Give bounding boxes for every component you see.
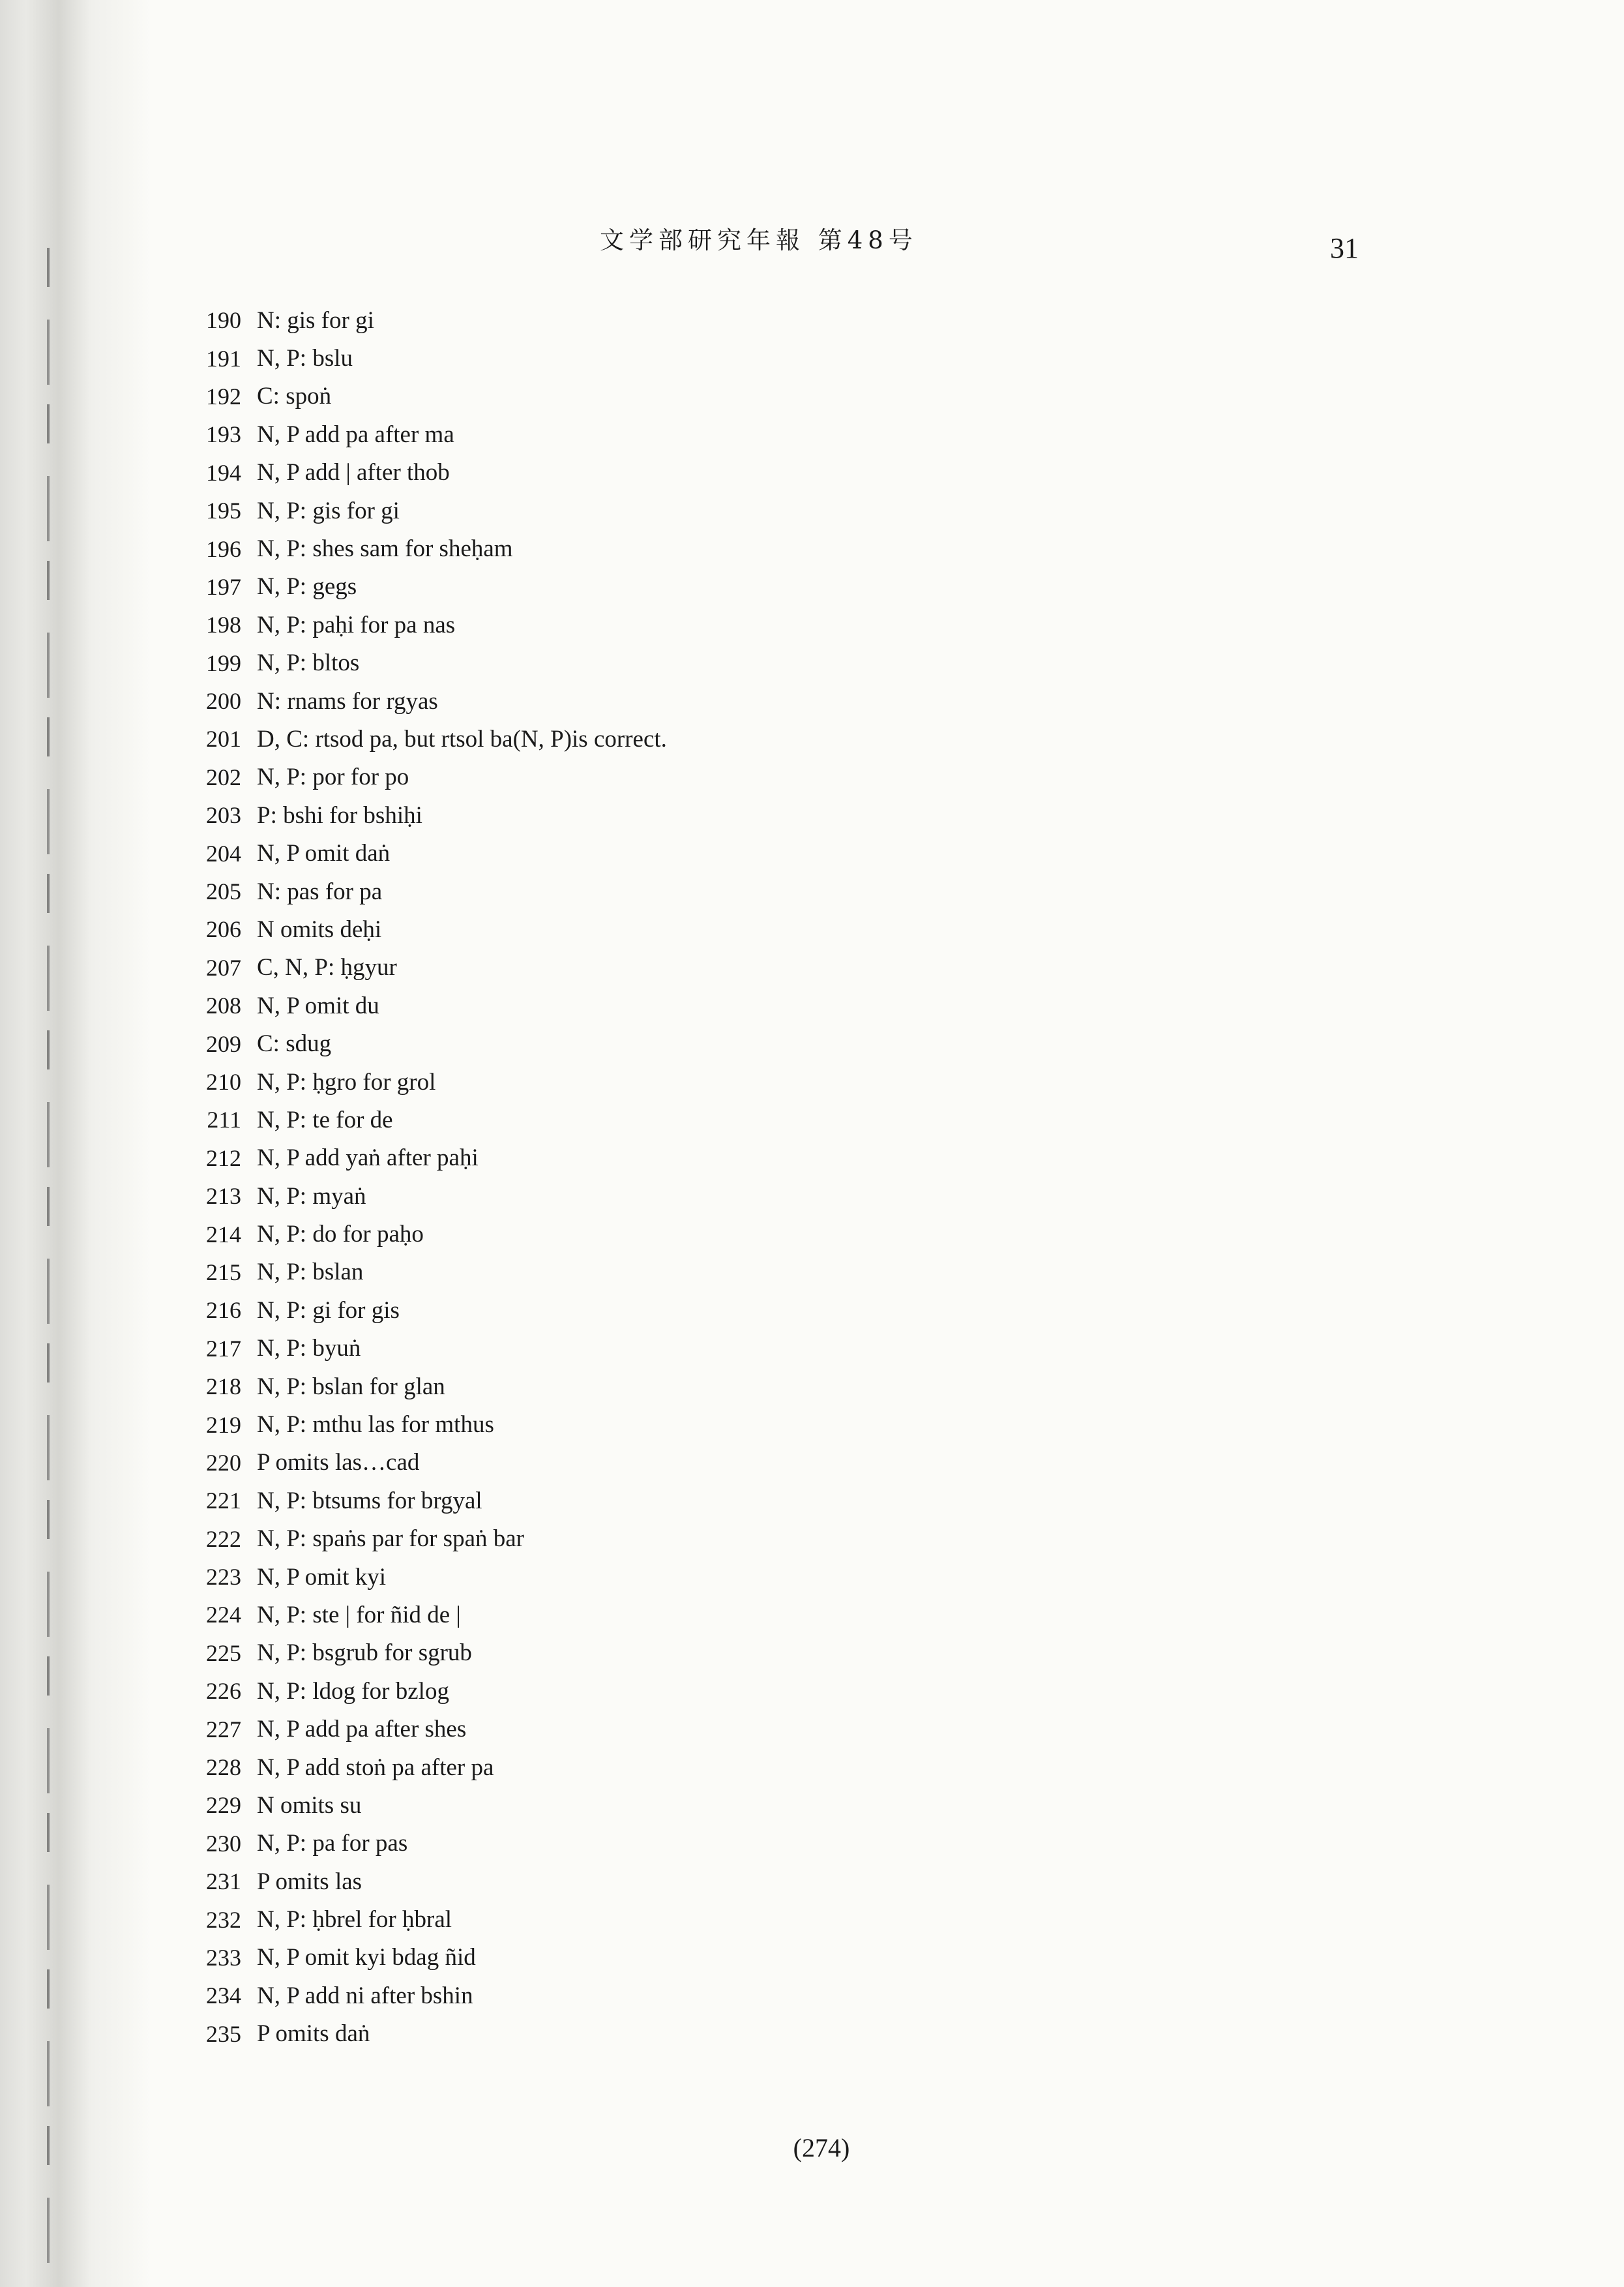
list-item (183, 492, 1226, 530)
footer-page-number: (274) (793, 2133, 850, 2162)
entry-number: 201 (206, 726, 241, 753)
entry-text: N, P: bslu (257, 345, 353, 372)
entry-number: 234 (206, 1982, 241, 2009)
list-item (183, 1444, 1226, 1482)
entry-number: 215 (206, 1259, 241, 1285)
entry-number: 235 (206, 2020, 241, 2047)
entry-text: N, P: pa for pas (257, 1830, 408, 1857)
list-item (183, 1368, 1226, 1405)
entry-text: P omits las…cad (257, 1449, 420, 1476)
list-item (183, 1977, 1226, 2014)
entry-text: N, P: gegs (257, 573, 357, 601)
entry-text: P: bshi for bshiḥi (257, 801, 422, 829)
entry-text: N: rnams for rgyas (257, 687, 438, 715)
list-item (183, 796, 1226, 834)
entry-number: 203 (206, 802, 241, 829)
entry-text: N, P: por for po (257, 764, 409, 791)
entry-text: N, P: bsgrub for sgrub (257, 1639, 472, 1667)
entry-number: 197 (206, 573, 241, 600)
list-item (183, 1063, 1226, 1101)
entry-text: D, C: rtsod pa, but rtsol ba(N, P)is correct. (257, 725, 667, 753)
entry-text: N, P: mthu las for mthus (257, 1411, 494, 1439)
entry-text: C, N, P: ḥgyur (257, 954, 397, 981)
entry-number: 213 (206, 1183, 241, 1210)
entry-text: N, P omit daṅ (257, 840, 391, 867)
list-item (183, 1177, 1226, 1215)
entry-number: 222 (206, 1525, 241, 1552)
entry-text: N, P: paḥi for pa nas (257, 611, 456, 638)
entry-number: 224 (206, 1602, 241, 1628)
entry-text: N, P add | after thob (257, 459, 450, 486)
list-item (183, 530, 1226, 567)
entry-text: N, P: myaṅ (257, 1182, 366, 1210)
list-item (183, 1634, 1226, 1672)
list-item (183, 1862, 1226, 1900)
list-item (183, 1139, 1226, 1177)
entry-text: N, P add stoṅ pa after pa (257, 1754, 494, 1781)
entry-number: 207 (206, 954, 241, 981)
entry-text: N: pas for pa (257, 878, 383, 905)
entry-number: 206 (206, 916, 241, 943)
entry-text: N, P: spaṅs par for spaṅ bar (257, 1525, 524, 1553)
list-item (183, 1748, 1226, 1786)
entry-number: 192 (206, 383, 241, 410)
list-item (183, 454, 1226, 492)
entry-text: N, P: bslan for glan (257, 1373, 445, 1400)
entry-number: 230 (206, 1830, 241, 1857)
entry-text: N: gis for gi (257, 306, 374, 334)
entry-text: P omits daṅ (257, 2020, 370, 2048)
journal-title: 文学部研究年報 第48号 (600, 226, 918, 254)
list-item (183, 1215, 1226, 1253)
entry-text: N, P: ldog for bzlog (257, 1677, 449, 1705)
entry-number: 208 (206, 993, 241, 1019)
entry-number: 221 (206, 1487, 241, 1514)
list-item (183, 1253, 1226, 1291)
entry-text: N, P add pa after shes (257, 1716, 467, 1743)
entry-text: N, P: gi for gis (257, 1296, 400, 1324)
list-item (183, 1825, 1226, 1862)
list-item (183, 1482, 1226, 1519)
list-item (183, 1710, 1226, 1748)
list-item (183, 644, 1226, 682)
entry-text: N, P add pa after ma (257, 421, 454, 448)
entry-text: N omits su (257, 1791, 362, 1819)
entry-number: 210 (206, 1069, 241, 1095)
entry-text: N, P omit du (257, 992, 379, 1019)
entry-text: N, P: shes sam for sheḥam (257, 535, 513, 563)
entry-text: N, P: byuṅ (257, 1335, 361, 1362)
entry-number: 223 (206, 1564, 241, 1591)
list-item (183, 949, 1226, 987)
entry-number: 232 (206, 1906, 241, 1933)
list-item (183, 415, 1226, 453)
list-item (183, 2015, 1226, 2053)
entry-number: 190 (206, 307, 241, 334)
entry-number: 214 (206, 1221, 241, 1248)
entry-number: 193 (206, 421, 241, 448)
entry-number: 220 (206, 1449, 241, 1476)
list-item (183, 1520, 1226, 1558)
list-item (183, 568, 1226, 606)
entry-text: N, P omit kyi (257, 1563, 387, 1591)
list-item (183, 987, 1226, 1024)
notes-list (183, 301, 1226, 2053)
entry-text: N, P add yaṅ after paḥi (257, 1144, 479, 1172)
entry-number: 226 (206, 1678, 241, 1705)
entry-number: 231 (206, 1868, 241, 1895)
list-item (183, 1101, 1226, 1139)
list-item (183, 339, 1226, 377)
entry-text: N, P: ste | for ñid de | (257, 1601, 461, 1628)
list-item (183, 1330, 1226, 1368)
entry-text: N, P: btsums for brgyal (257, 1487, 482, 1514)
entry-number: 195 (206, 498, 241, 524)
list-item (183, 606, 1226, 644)
entry-number: 209 (206, 1030, 241, 1057)
list-item (183, 1558, 1226, 1596)
entry-number: 229 (206, 1792, 241, 1819)
entry-text: N, P: ḥbrel for ḥbral (257, 1906, 452, 1934)
entry-number: 218 (206, 1373, 241, 1400)
binding-edge (47, 248, 50, 2269)
entry-number: 212 (206, 1144, 241, 1171)
list-item (183, 1939, 1226, 1977)
entry-number: 194 (206, 459, 241, 486)
entry-number: 217 (206, 1335, 241, 1362)
list-item (183, 1024, 1226, 1062)
entry-text: N, P: ḥgro for grol (257, 1068, 436, 1096)
list-item (183, 301, 1226, 339)
entry-number: 216 (206, 1297, 241, 1324)
entry-number: 205 (206, 878, 241, 905)
entry-text: N, P: bslan (257, 1259, 364, 1286)
list-item (183, 1786, 1226, 1824)
entry-number: 199 (206, 650, 241, 676)
list-item (183, 873, 1226, 910)
list-item (183, 1900, 1226, 1938)
entry-text: N, P add ni after bshin (257, 1982, 473, 2009)
entry-text: N omits deḥi (257, 916, 382, 943)
entry-number: 200 (206, 688, 241, 715)
entry-number: 191 (206, 345, 241, 372)
entry-number: 227 (206, 1716, 241, 1742)
list-item (183, 834, 1226, 872)
entry-text: N, P: te for de (257, 1106, 393, 1133)
entry-text: N, P: do for paḥo (257, 1221, 424, 1248)
entry-text: N, P omit kyi bdag ñid (257, 1944, 476, 1971)
entry-number: 233 (206, 1944, 241, 1971)
list-item (183, 1596, 1226, 1634)
entry-number: 204 (206, 840, 241, 867)
list-item (183, 1291, 1226, 1329)
entry-number: 202 (206, 764, 241, 790)
list-item (183, 1405, 1226, 1443)
list-item (183, 758, 1226, 796)
entry-text: C: spoṅ (257, 383, 332, 410)
list-item (183, 720, 1226, 758)
entry-number: 219 (206, 1411, 241, 1438)
entry-number: 225 (206, 1639, 241, 1666)
list-item (183, 378, 1226, 415)
page-number: 31 (1330, 232, 1359, 264)
binding-shadow (0, 0, 150, 2287)
entry-number: 211 (207, 1107, 241, 1133)
entry-number: 198 (206, 612, 241, 638)
list-item (183, 910, 1226, 948)
entry-number: 196 (206, 535, 241, 562)
list-item (183, 682, 1226, 720)
entry-text: N, P: bltos (257, 650, 360, 677)
list-item (183, 1672, 1226, 1710)
entry-text: C: sdug (257, 1030, 332, 1058)
entry-number: 228 (206, 1754, 241, 1781)
entry-text: P omits las (257, 1868, 362, 1895)
entry-text: N, P: gis for gi (257, 497, 400, 524)
